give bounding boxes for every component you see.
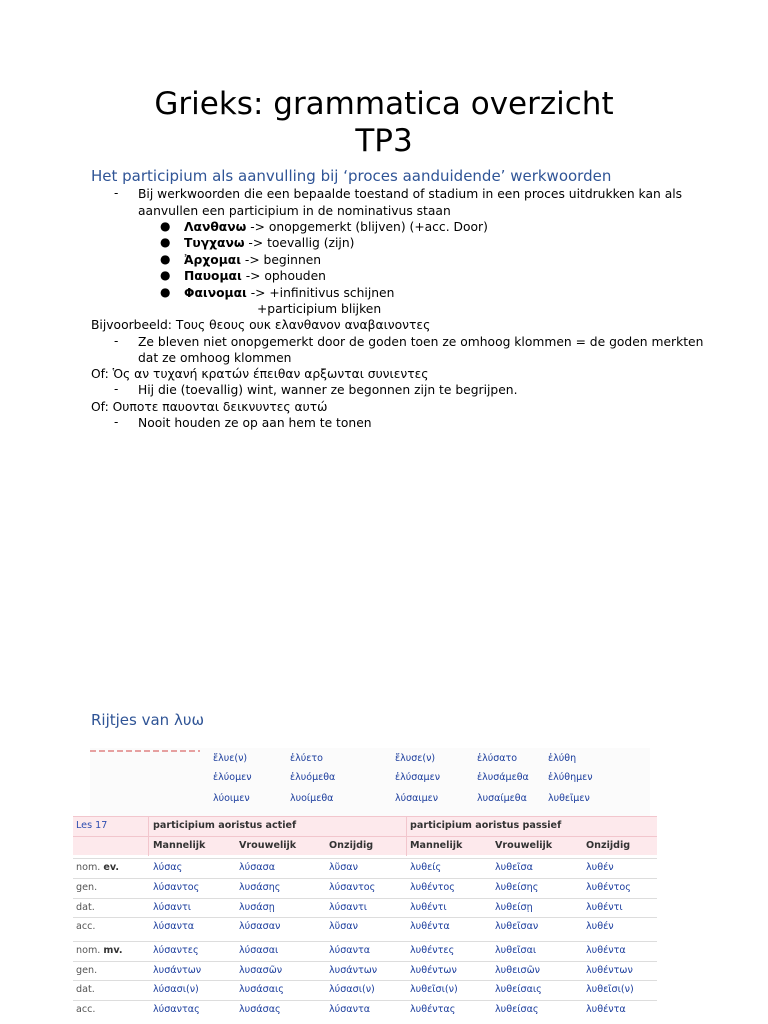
column-header: Onzijdig: [329, 840, 374, 851]
group-header-passive: participium aoristus passief: [410, 820, 562, 831]
column-header: Mannelijk: [410, 840, 463, 851]
bullet-dot: ●: [160, 252, 171, 266]
table-cell: λυσάσῃ: [239, 902, 275, 913]
case-label: dat.: [76, 902, 95, 913]
table-cell: λύσαντας: [153, 1004, 200, 1015]
table-cell: λύσασα: [239, 862, 276, 873]
table-cell: λύσας: [153, 862, 183, 873]
bullet-item: Ἀρχομαι -> beginnen: [184, 253, 322, 267]
table-cell: λυσάντων: [153, 965, 202, 976]
ghost-form: λυσαίμεθα: [477, 793, 527, 804]
bullet-dot: ●: [160, 285, 171, 299]
table-cell: λύσαντος: [153, 882, 200, 893]
page-title: [0, 86, 768, 160]
example-2: Of: Ὁς αν τυχανή κρατών έπειθαν αρξωνται συνιεντες: [91, 367, 429, 381]
bullet-continuation: +participium blijken: [257, 302, 382, 316]
case-label: nom. ev.: [76, 862, 120, 873]
table-cell: λυθείσης: [495, 882, 539, 893]
table-cell: λύσασαι: [239, 945, 279, 956]
table-cell: λυσάσαις: [239, 984, 284, 995]
example-1: Bijvoorbeeld: Τους θεους ουκ ελανθανον αναβαινοντες: [91, 318, 431, 332]
dash-marker: -: [114, 415, 119, 429]
page-title-line2: TP3: [355, 123, 413, 159]
example-3-translation: Nooit houden ze op aan hem te tonen: [138, 416, 372, 430]
bullet-item: Τυγχανω -> toevallig (zijn): [184, 236, 355, 250]
table-cell: λυθέν: [586, 921, 614, 932]
table-cell: λῦσαν: [329, 862, 358, 873]
table-cell: λυθέντων: [410, 965, 457, 976]
table-cell: λύσαντι: [329, 902, 368, 913]
bullet-dot: ●: [160, 219, 171, 233]
group-header-active: participium aoristus actief: [153, 820, 297, 831]
bullet-dot: ●: [160, 268, 171, 282]
ghost-form: ἐλυόμεθα: [290, 772, 336, 783]
table-row-divider: [73, 878, 657, 879]
ghost-form: λυθεῖμεν: [548, 793, 590, 804]
table-row-divider: [73, 980, 657, 981]
table-cell: λύσαντι: [153, 902, 192, 913]
table-cell: λυθέντος: [410, 882, 455, 893]
table-divider: [148, 816, 149, 856]
ghost-form: λύσαιμεν: [395, 793, 439, 804]
table-cell: λύσασι(ν): [153, 984, 199, 995]
intro-line-2: aanvullen een participium in de nominativus staan: [138, 204, 451, 218]
table-row-divider: [73, 898, 657, 899]
table-cell: λυσάσης: [239, 882, 281, 893]
bullet-item: Φαινομαι -> +infinitivus schijnen: [184, 286, 395, 300]
case-label: gen.: [76, 965, 98, 976]
ghost-form: ἐλυσάμεθα: [477, 772, 529, 783]
case-label: acc.: [76, 1004, 96, 1015]
table-cell: λύσαντα: [153, 921, 195, 932]
dash-marker: -: [114, 382, 119, 396]
table-cell: λυθεῖσα: [495, 862, 533, 873]
example-3: Of: Ουποτε παυονται δεικνυντες αυτώ: [91, 400, 328, 414]
table-cell: λυθέντα: [410, 921, 450, 932]
table-cell: λυθεῖσι(ν): [410, 984, 458, 995]
table-cell: λυθέντι: [410, 902, 447, 913]
section-heading-rijtjes: Rijtjes van λυω: [91, 711, 205, 729]
table-cell: λυθεῖσαν: [495, 921, 539, 932]
ghost-form: ἐλύετο: [290, 753, 323, 764]
intro-line-1: Bij werkwoorden die een bepaalde toestand of stadium in een proces uitdrukken kan als: [138, 187, 683, 201]
table-cell: λυθέντα: [586, 1004, 626, 1015]
ghost-form: ἐλύθημεν: [548, 772, 593, 783]
table-cell: λυσασῶν: [239, 965, 283, 976]
example-1-translation-line-2: dat ze omhoog klommen: [138, 351, 292, 365]
red-header-fragment: [90, 750, 200, 752]
ghost-form: ἐλύσαμεν: [395, 772, 441, 783]
table-row-divider: [73, 961, 657, 962]
table-cell: λυσάντων: [329, 965, 378, 976]
table-cell: λυθέντος: [586, 882, 631, 893]
table-cell: λυθεισῶν: [495, 965, 541, 976]
table-cell: λυθέντι: [586, 902, 623, 913]
column-header: Mannelijk: [153, 840, 206, 851]
les-label: Les 17: [76, 820, 108, 831]
table-divider: [406, 816, 407, 856]
case-label: dat.: [76, 984, 95, 995]
table-cell: λύσαντα: [329, 1004, 371, 1015]
table-cell: λυθεῖσι(ν): [586, 984, 634, 995]
table-cell: λύσαντες: [153, 945, 199, 956]
table-cell: λύσασι(ν): [329, 984, 375, 995]
ghost-form: ἔλυσε(ν): [395, 753, 436, 764]
dash-marker: -: [114, 186, 119, 200]
table-cell: λυθεῖσαι: [495, 945, 537, 956]
ghost-form: ἐλύομεν: [213, 772, 252, 783]
ghost-form: ἔλυε(ν): [213, 753, 248, 764]
ghost-form: λυοίμεθα: [290, 793, 334, 804]
participium-aoristus-table: [73, 816, 657, 1024]
bullet-item: Λανθανω -> onopgemerkt (blijven) (+acc. Door): [184, 220, 488, 234]
dash-marker: -: [114, 334, 119, 348]
table-cell: λύσαντα: [329, 945, 371, 956]
table-row-divider: [73, 941, 657, 942]
case-label: gen.: [76, 882, 98, 893]
column-header: Vrouwelijk: [495, 840, 553, 851]
ghost-form: ἐλύσατο: [477, 753, 518, 764]
table-cell: λύσαντος: [329, 882, 376, 893]
example-1-translation-line-1: Ze bleven niet onopgemerkt door de goden toen ze omhoog klommen = de goden merkten: [138, 335, 704, 349]
page-title-line1: Grieks: grammatica overzicht: [154, 86, 614, 122]
table-cell: λυθείσας: [495, 1004, 539, 1015]
column-header: Onzijdig: [586, 840, 631, 851]
bullet-dot: ●: [160, 235, 171, 249]
example-2-translation: Hij die (toevallig) wint, wanner ze begonnen zijn te begrijpen.: [138, 383, 518, 397]
table-row-divider: [73, 1000, 657, 1001]
table-cell: λυθείσῃ: [495, 902, 533, 913]
table-cell: λῦσαν: [329, 921, 358, 932]
section-heading-participium: Het participium als aanvulling bij ‘proces aanduidende’ werkwoorden: [91, 167, 612, 185]
table-cell: λυθέν: [586, 862, 614, 873]
column-header: Vrouwelijk: [239, 840, 297, 851]
ghost-form: ἐλύθη: [548, 753, 577, 764]
table-cell: λυθέντας: [410, 1004, 456, 1015]
table-row-divider: [73, 858, 657, 859]
table-cell: λυθέντες: [410, 945, 455, 956]
table-cell: λυθείς: [410, 862, 442, 873]
case-label: acc.: [76, 921, 96, 932]
case-label: nom. mv.: [76, 945, 123, 956]
table-cell: λυθέντα: [586, 945, 626, 956]
ghost-form: λύοιμεν: [213, 793, 250, 804]
table-cell: λυθείσαις: [495, 984, 542, 995]
table-cell: λυσάσας: [239, 1004, 281, 1015]
table-row-divider: [73, 917, 657, 918]
background-verb-table-image: [90, 748, 650, 818]
table-cell: λύσασαν: [239, 921, 281, 932]
bullet-item: Παυομαι -> ophouden: [184, 269, 326, 283]
table-cell: λυθέντων: [586, 965, 633, 976]
